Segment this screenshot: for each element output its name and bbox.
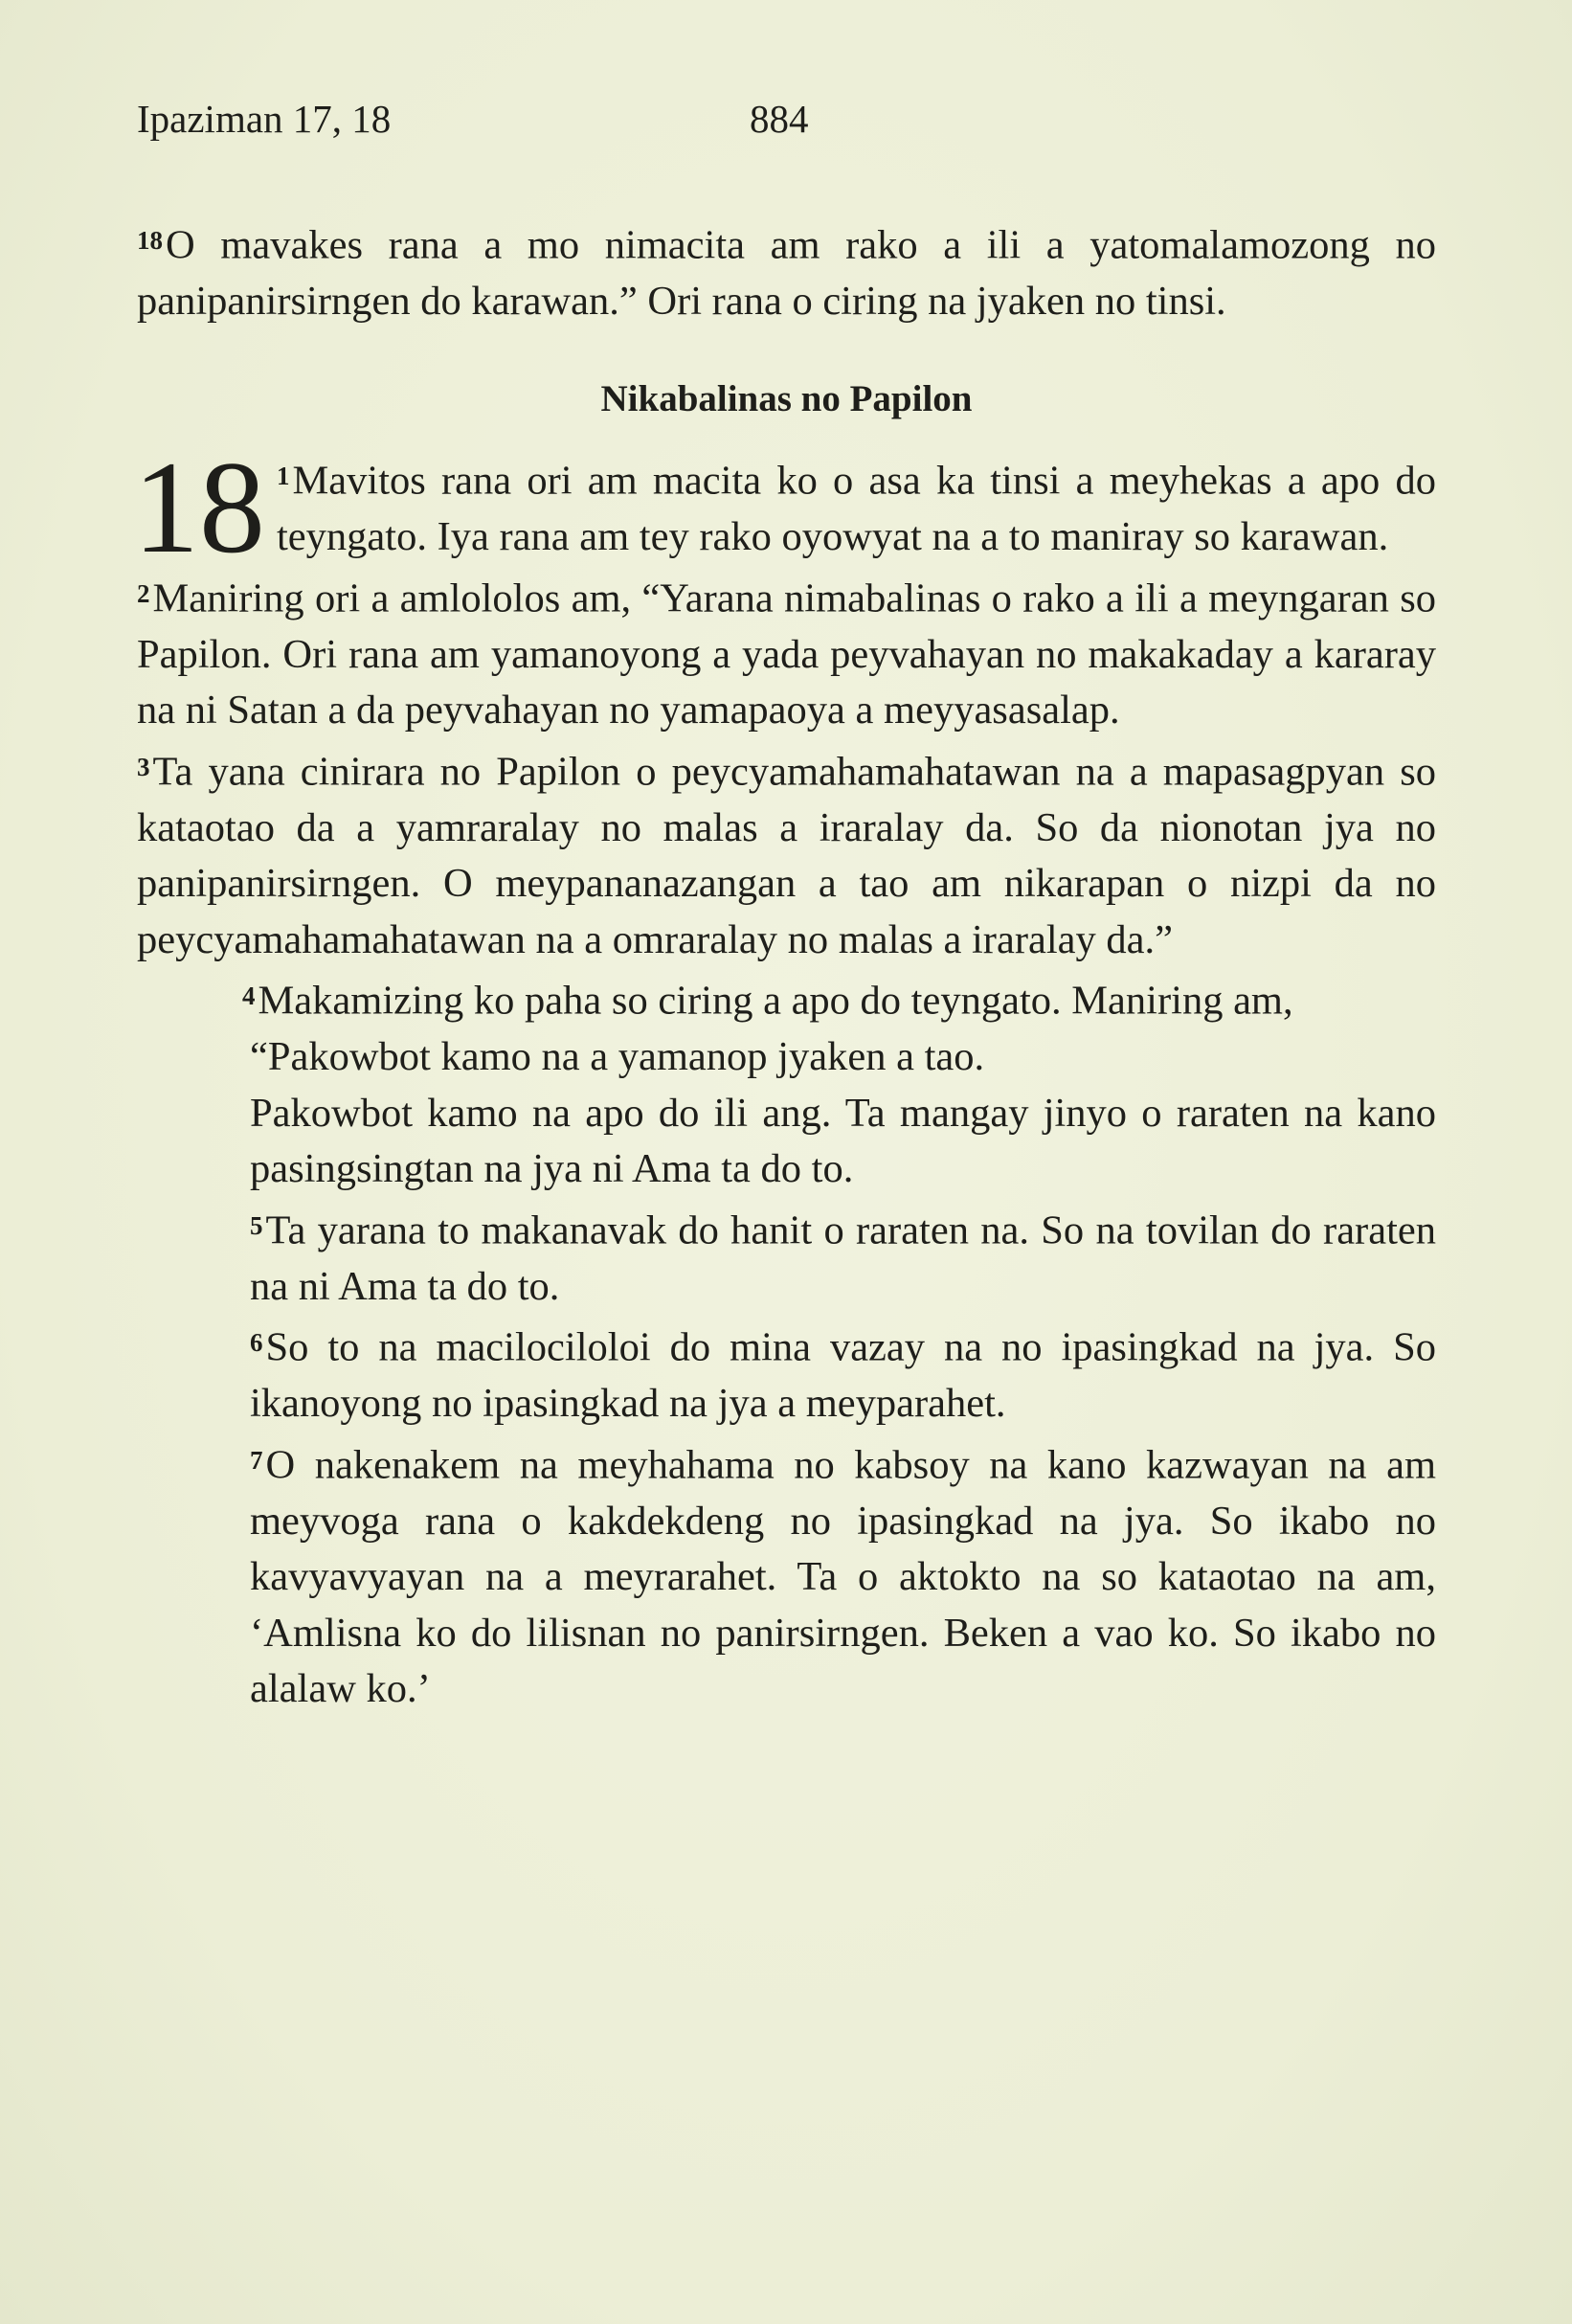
verse-text: So to na macilociloloi do mina vazay na no ipasingkad na jya. So ikanoyong no ipasingkad na jya a meyparahet.	[250, 1324, 1436, 1427]
verse-text: O mavakes rana a mo nimacita am rako a ili a yatomalamozong no panipanirsirngen do karawan.” Ori rana o ciring na jyaken no tinsi.	[137, 222, 1436, 324]
verse-number: 7	[250, 1445, 263, 1475]
verse-18-3	[137, 739, 1436, 968]
verse-18-4	[137, 968, 1436, 1029]
verse-number: 5	[250, 1210, 263, 1240]
verse-text: Ta yarana to makanavak do hanit o raraten na. So na tovilan do raraten na ni Ama ta do to.	[250, 1207, 1436, 1309]
page-body	[133, 213, 1436, 1718]
verse-text: Mavitos rana ori am macita ko o asa ka tinsi a meyhekas a apo do teyngato. Iya rana am tey rako oyowyat na a to maniray so karawan.	[277, 458, 1436, 560]
verse-text: O nakenakem na meyhahama no kabsoy na kano kazwayan na am meyvoga rana o kakdekdeng no ipasingkad na jya. So ikabo no kavyavyayan na a meyrarahet. Ta o aktokto na so kataotao na am, ‘Amlisna ko do lilisnan no panirsirngen. Beken a vao ko. So ikabo no alalaw ko.’	[250, 1442, 1436, 1711]
verse-number: 1	[277, 462, 290, 491]
verse-18-1	[133, 434, 1436, 581]
page-number: 884	[750, 97, 809, 141]
verse-text: Maniring ori a amlololos am, “Yarana nimabalinas o rako a ili a meyngaran so Papilon. Ori rana am yamanoyong a yada peyvahayan no makakaday a kararay na ni Satan a da peyvahayan no yamapaoya a meyyasasalap.	[137, 575, 1436, 733]
verse-number: 2	[137, 578, 150, 608]
verse-text: Makamizing ko paha so ciring a apo do teyngato. Maniring am,	[258, 978, 1293, 1024]
chapter-number: 18	[133, 434, 265, 581]
verse-number: 4	[242, 981, 256, 1011]
verse-18-5	[250, 1198, 1436, 1315]
running-head: Ipaziman 17, 18	[137, 97, 392, 141]
poem-line: “Pakowbot kamo na a yamanop jyaken a tao.	[250, 1034, 985, 1080]
poetry-block	[250, 1029, 1436, 1717]
verse-18-2	[137, 566, 1436, 739]
verse-18-6	[250, 1315, 1436, 1432]
verse-17-18	[137, 213, 1436, 329]
page-header	[137, 96, 1438, 153]
verse-number: 3	[137, 752, 150, 781]
verse-number: 18	[137, 226, 163, 255]
verse-number: 6	[250, 1328, 263, 1358]
poem-line: Pakowbot kamo na apo do ili ang. Ta mangay jinyo o raraten na kano pasingsingtan na jya ni Ama ta do to.	[250, 1090, 1436, 1192]
section-heading: Nikabalinas no Papilon	[600, 378, 973, 420]
verse-18-7	[250, 1433, 1436, 1718]
verse-text: Ta yana cinirara no Papilon o peycyamahamahatawan na a mapasagpyan so kataotao da a yamraralay no malas a iraralay da. So da nionotan jya no panipanirsirngen. O meypananazangan a tao am nikarapan o nizpi da no peycyamahamahatawan na a omraralay no malas a iraralay da.”	[137, 749, 1436, 962]
